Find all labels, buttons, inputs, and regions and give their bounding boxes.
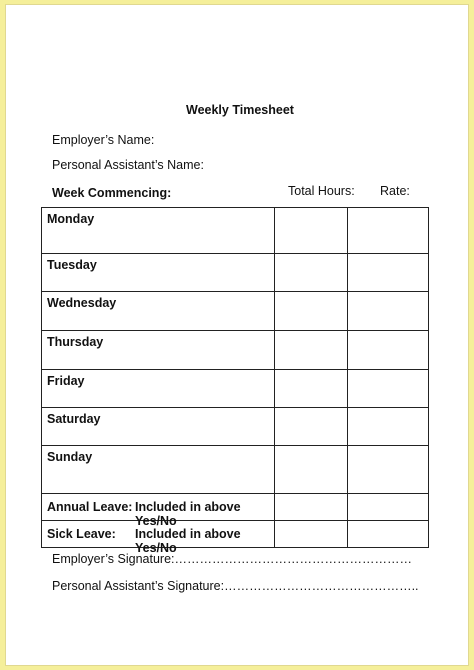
rate-cell[interactable] — [348, 408, 429, 446]
sick-leave-label: Sick Leave: — [47, 527, 116, 541]
table-row — [42, 331, 429, 370]
assistant-signature-line: Personal Assistant’s Signature:……………………………………….. — [52, 579, 419, 593]
table-row — [42, 446, 429, 494]
annual-leave-cell — [42, 494, 275, 528]
day-cell — [42, 254, 275, 292]
annual-leave-note: Included in above Yes/No — [135, 500, 241, 528]
day-cell — [42, 446, 275, 494]
rate-cell[interactable] — [348, 331, 429, 370]
rate-cell[interactable] — [348, 370, 429, 408]
hours-cell[interactable] — [275, 331, 348, 370]
day-cell — [42, 208, 275, 254]
day-label: Thursday — [47, 335, 104, 349]
day-cell — [42, 292, 275, 331]
table-row — [42, 254, 429, 292]
day-label: Friday — [47, 374, 85, 388]
day-cell — [42, 331, 275, 370]
rate-cell[interactable] — [348, 254, 429, 292]
timesheet-table — [41, 207, 429, 555]
rate-cell[interactable] — [348, 494, 429, 521]
table-row — [42, 208, 429, 254]
day-cell — [42, 370, 275, 408]
employer-signature-line: Employer’s Signature:………………………………………………… — [52, 552, 413, 566]
table-row — [42, 494, 429, 521]
table-row — [42, 292, 429, 331]
rate-label: Rate: — [380, 184, 410, 198]
hours-cell[interactable] — [275, 208, 348, 254]
day-label: Sunday — [47, 450, 93, 464]
sick-leave-cell — [42, 521, 275, 555]
table-row — [42, 370, 429, 408]
sick-leave-note: Included in above Yes/No — [135, 527, 241, 555]
day-label: Saturday — [47, 412, 101, 426]
day-label: Tuesday — [47, 258, 97, 272]
hours-cell[interactable] — [275, 292, 348, 331]
hours-cell[interactable] — [275, 408, 348, 446]
day-label: Wednesday — [47, 296, 117, 310]
day-label: Monday — [47, 212, 95, 226]
assistant-name-label: Personal Assistant’s Name: — [52, 158, 204, 172]
rate-cell[interactable] — [348, 208, 429, 254]
hours-cell[interactable] — [275, 370, 348, 408]
rate-cell[interactable] — [348, 292, 429, 331]
hours-cell[interactable] — [275, 254, 348, 292]
rate-cell[interactable] — [348, 521, 429, 548]
annual-leave-label: Annual Leave: — [47, 500, 133, 514]
day-cell — [42, 408, 275, 446]
page-title: Weekly Timesheet — [186, 103, 294, 117]
rate-cell[interactable] — [348, 446, 429, 494]
week-commencing-label: Week Commencing: — [52, 186, 172, 200]
table-row — [42, 521, 429, 548]
hours-cell[interactable] — [275, 494, 348, 521]
total-hours-label: Total Hours: — [288, 184, 355, 198]
hours-cell[interactable] — [275, 446, 348, 494]
employer-name-label: Employer’s Name: — [52, 133, 155, 147]
hours-cell[interactable] — [275, 521, 348, 548]
table-row — [42, 408, 429, 446]
